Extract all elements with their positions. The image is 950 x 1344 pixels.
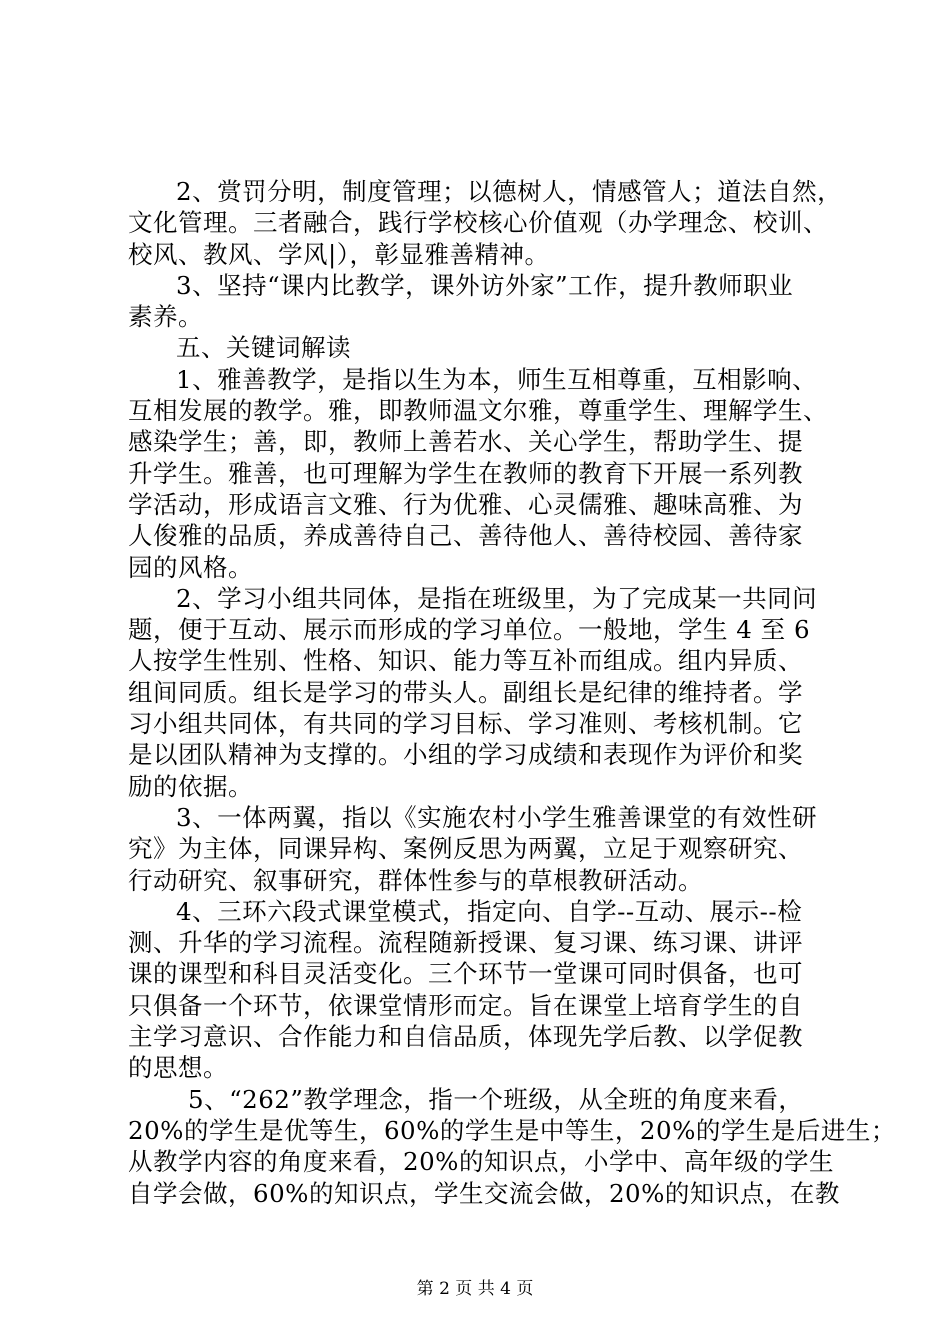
text-line: 课的课型和科目灵活变化。三个环节一堂课可同时俱备，也可 xyxy=(128,959,803,989)
text-line: 素养。 xyxy=(128,302,203,332)
page-footer xyxy=(0,1278,950,1300)
text-line: 4、三环六段式课堂模式，指定向、自学--互动、展示--检 xyxy=(176,896,803,926)
document-body xyxy=(128,176,896,1209)
text-line: 感染学生；善，即，教师上善若水、关心学生，帮助学生、提 xyxy=(128,427,803,457)
text-line: 3、坚持“课内比教学，课外访外家”工作，提升教师职业 xyxy=(176,270,794,300)
text-line: 校风、教风、学风|），彰显雅善精神。 xyxy=(128,239,550,269)
page-number-label: 第 2 页 共 4 页 xyxy=(416,1279,534,1299)
text-line: 究》为主体，同课异构、案例反思为两翼，立足于观察研究、 xyxy=(128,834,803,864)
text-line: 1、雅善教学，是指以生为本，师生互相尊重，互相影响、 xyxy=(176,364,818,394)
text-line: 习小组共同体，有共同的学习目标、学习准则、考核机制。它 xyxy=(128,709,803,739)
text-line: 是以团队精神为支撑的。小组的学习成绩和表现作为评价和奖 xyxy=(128,740,803,770)
text-line: 2、赏罚分明，制度管理；以德树人，情感管人；道法自然， xyxy=(176,177,843,206)
text-line: 人按学生性别、性格、知识、能力等互补而组成。组内异质、 xyxy=(128,646,803,676)
text-line: 人俊雅的品质，养成善待自己、善待他人、善待校园、善待家 xyxy=(128,521,803,551)
text-line: 2、学习小组共同体，是指在班级里，为了完成某一共同问 xyxy=(176,583,818,613)
text-line: 自学会做，60%的知识点，学生交流会做，20%的知识点，在教 xyxy=(128,1178,840,1208)
text-line: 升学生。雅善，也可理解为学生在教师的教育下开展一系列教 xyxy=(128,458,803,488)
text-line: 文化管理。三者融合，践行学校核心价值观（办学理念、校训、 xyxy=(128,208,828,238)
text-line: 励的依据。 xyxy=(128,771,253,801)
text-line: 互相发展的教学。雅，即教师温文尔雅，尊重学生、理解学生、 xyxy=(128,396,828,426)
text-line: 只俱备一个环节，依课堂情形而定。旨在课堂上培育学生的自 xyxy=(128,990,803,1020)
text-line: 测、升华的学习流程。流程随新授课、复习课、练习课、讲评 xyxy=(128,928,803,958)
text-line: 主学习意识、合作能力和自信品质，体现先学后教、以学促教 xyxy=(128,1022,803,1052)
text-line: 5、“262”教学理念，指一个班级，从全班的角度来看， xyxy=(188,1084,804,1114)
text-line: 行动研究、叙事研究，群体性参与的草根教研活动。 xyxy=(128,865,703,895)
text-line: 园的风格。 xyxy=(128,552,253,582)
text-line: 3、一体两翼，指以《实施农村小学生雅善课堂的有效性研 xyxy=(176,802,818,832)
text-line: 题，便于互动、展示而形成的学习单位。一般地，学生 4 至 6 xyxy=(128,615,811,645)
text-line: 学活动，形成语言文雅、行为优雅、心灵儒雅、趣味高雅、为 xyxy=(128,489,803,519)
text-line: 从教学内容的角度来看，20%的知识点，小学中、高年级的学生 xyxy=(128,1147,834,1177)
text-line: 的思想。 xyxy=(128,1053,228,1083)
section-heading: 五、关键词解读 xyxy=(176,333,351,363)
text-line: 组间同质。组长是学习的带头人。副组长是纪律的维持者。学 xyxy=(128,677,803,707)
text-line: 20%的学生是优等生，60%的学生是中等生，20%的学生是后进生； xyxy=(128,1115,896,1145)
